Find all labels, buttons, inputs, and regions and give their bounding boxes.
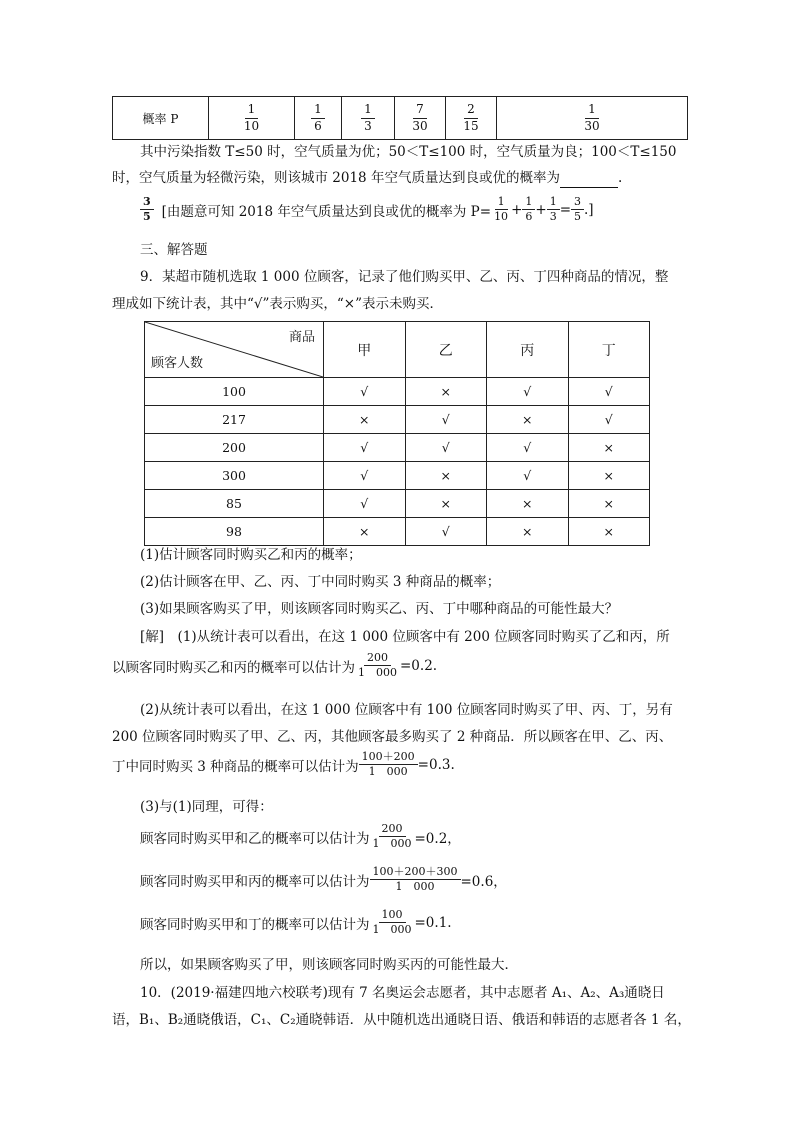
q9-sub1: (1)估计顾客同时购买乙和丙的概率；	[140, 547, 362, 563]
q10-line1: 10．(2019·福建四地六校联考)现有 7 名奥运会志愿者，其中志愿者 A₁、A₂、A₃通晓日	[140, 985, 665, 1001]
q9-sol3-a: 顾客同时购买甲和乙的概率可以估计为 $\frac{200}{1 000}$ =0.2，	[140, 822, 461, 851]
col-header: 甲	[324, 322, 406, 378]
q9-sol2-line2: 200 位顾客同时购买了甲、乙、丙，其他顾客最多购买了 2 种商品．所以顾客在甲、乙、丙、	[112, 729, 673, 745]
q9-sol2-line1: (2)从统计表可以看出，在这 1 000 位顾客中有 100 位顾客同时购买了甲、丙、丁，另有	[140, 702, 673, 718]
q8-line2: 时，空气质量为轻微污染，则该城市 2018 年空气质量达到良或优的概率为 .	[112, 170, 623, 186]
q9-sub3: (3)如果顾客购买了甲，则该顾客同时购买乙、丙、丁中哪种商品的可能性最大？	[140, 601, 619, 617]
col-header: 乙	[405, 322, 487, 378]
prob-cell: $\frac{7}{30}$	[395, 97, 446, 140]
prob-cell: $\frac{1}{3}$	[342, 97, 395, 140]
q8-answer: $\frac{3}{5}$	[140, 196, 154, 223]
q9-sol2-line3: 丁中同时购买 3 种商品的概率可以估计为 $\frac{100+200}{1 000}$ =0.3.	[112, 750, 455, 779]
table-row: 100 √ × √ √	[145, 378, 650, 406]
q9-sol1-line1: [解] (1)从统计表可以看出，在这 1 000 位顾客中有 200 位顾客同时购买了乙和丙，所	[140, 629, 670, 645]
q9-sol3-line1: (3)与(1)同理，可得：	[140, 799, 273, 815]
q9-stem-line2: 理成如下统计表，其中“√”表示购买，“×”表示未购买．	[112, 296, 444, 312]
table-row: 98 × √ × ×	[145, 518, 650, 546]
table-row: 300 √ × √ ×	[145, 462, 650, 490]
prob-cell: $\frac{1}{10}$	[209, 97, 295, 140]
shopping-table	[144, 321, 650, 546]
prob-label: 概率 P	[113, 97, 209, 140]
q8-explanation: $\frac{3}{5}$ [由题意可知 2018 年空气质量达到良或优的概率为 P= $\frac{1}{10}$ + $\frac{1}{6}$ + $\frac{1}{3}$ = $\frac{3}{5}$ .]	[140, 196, 594, 223]
table-row: 200 √ √ √ ×	[145, 434, 650, 462]
col-header: 丙	[487, 322, 569, 378]
prob-cell: $\frac{2}{15}$	[446, 97, 497, 140]
table-row: 217 × √ × √	[145, 406, 650, 434]
q10-line2: 语，B₁、B₂通晓俄语，C₁、C₂通晓韩语．从中随机选出通晓日语、俄语和韩语的志愿者各 1 名，	[112, 1012, 691, 1028]
q9-sol3-b: 顾客同时购买甲和丙的概率可以估计为 $\frac{100+200+300}{1 000}$ =0.6，	[140, 865, 507, 894]
q9-conclusion: 所以，如果顾客购买了甲，则该顾客同时购买丙的可能性最大．	[140, 957, 518, 973]
table-corner-cell: 商品 顾客人数	[145, 322, 324, 378]
prob-cell: $\frac{1}{6}$	[295, 97, 342, 140]
probability-table	[112, 96, 688, 140]
q9-stem-line1: 9．某超市随机选取 1 000 位顾客，记录了他们购买甲、乙、丙、丁四种商品的情况，整	[140, 269, 669, 285]
col-header: 丁	[568, 322, 650, 378]
section-title: 三、解答题	[140, 242, 208, 258]
q9-sol1-line2: 以顾客同时购买乙和丙的概率可以估计为 $\frac{200}{1 000}$ =0.2.	[112, 651, 438, 680]
q8-line1: 其中污染指数 T≤50 时，空气质量为优；50＜T≤100 时，空气质量为良；100＜T≤150	[140, 144, 677, 160]
q9-sol3-c: 顾客同时购买甲和丁的概率可以估计为 $\frac{100}{1 000}$ =0.1.	[140, 908, 452, 937]
q9-sub2: (2)估计顾客在甲、乙、丙、丁中同时购买 3 种商品的概率；	[140, 574, 501, 590]
answer-blank	[560, 173, 618, 188]
prob-cell: $\frac{1}{30}$	[497, 97, 688, 140]
table-row: 85 √ × × ×	[145, 490, 650, 518]
